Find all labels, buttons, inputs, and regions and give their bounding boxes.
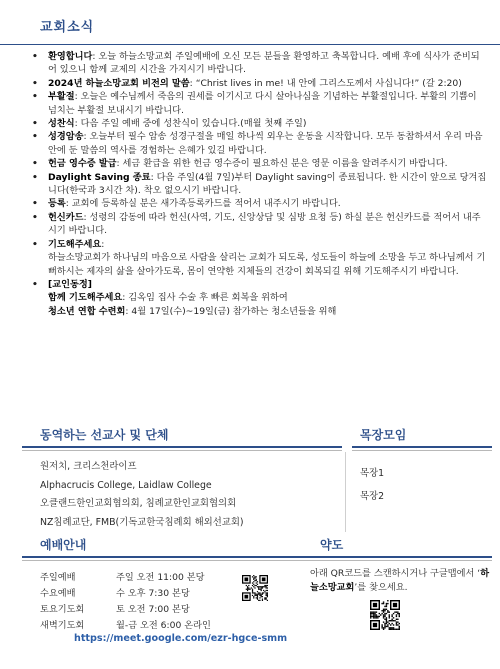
bullet-icon: • [32, 238, 38, 250]
mission-item: NZ침례교단, FMB(기독교한국침례회 해외선교회) [40, 516, 244, 528]
bullet-icon: • [32, 77, 38, 89]
announcement-lead: 성찬식 [48, 118, 75, 130]
announcement-item [22, 157, 488, 170]
member-news-lead: 청소년 연합 수련회 [48, 305, 126, 317]
announcement-lead: 2024년 하늘소망교회 비전의 말씀 [48, 77, 190, 89]
member-news-text: : 김옥임 집사 수술 후 빠른 회복을 위하여 [122, 292, 288, 304]
member-news-lead: 함께 기도해주세요 [48, 292, 123, 304]
worship-label: 토요기도회 [40, 604, 85, 615]
map-text-before: 아래 QR코드를 스캔하시거나 구글맵에서 ‘ [310, 568, 481, 579]
worship-title: 예배안내 [40, 538, 87, 552]
announcement-item [22, 90, 488, 117]
pastoral-subdivider [352, 450, 492, 451]
worship-time: 수 오후 7:30 본당 [116, 588, 190, 599]
announcement-item [22, 77, 488, 90]
mission-item: 원저치, 크리스천라이프 [40, 461, 137, 472]
announcement-item [22, 197, 488, 210]
worship-time: 토 오전 7:00 본당 [116, 604, 190, 615]
map-subdivider [312, 560, 492, 561]
map-instructions [310, 567, 495, 595]
worship-label: 새벽기도회 [40, 620, 85, 631]
bullet-icon: • [32, 278, 38, 290]
bullet-icon: • [32, 91, 38, 103]
bullet-icon: • [32, 51, 38, 62]
pastoral-title: 목장모임 [360, 428, 407, 442]
bullet-icon: • [32, 198, 38, 210]
announcement-item [22, 171, 488, 198]
worship-subdivider [22, 560, 318, 561]
worship-row [40, 600, 211, 616]
pastoral-item: 목장2 [360, 491, 385, 502]
announcement-text: : 성령의 감동에 따라 헌신(사역, 기도, 신앙상담 및 심방 요청 등) 하실 분은 헌신카드를 적어서 내주시기 바랍니다. [48, 211, 481, 237]
map-title: 약도 [320, 538, 344, 552]
announcement-lead: 성경암송 [48, 131, 84, 143]
bullet-icon: • [32, 158, 38, 170]
worship-qr-code-icon[interactable] [242, 575, 268, 601]
announcement-text: : 다음 주일 예배 중에 성찬식이 있습니다.(매월 첫째 주일) [74, 118, 307, 130]
worship-row [40, 568, 211, 584]
map-divider [312, 556, 492, 558]
announcement-text: : “Christ lives in me! 내 안에 그리스도께서 사십니다!” (갈 2:20) [189, 77, 462, 89]
mission-item: 오클랜드한인교회협의회, 침례교한인교회협의회 [40, 498, 237, 509]
announcement-text: : 오늘 하늘소망교회 주일예배에 오신 모든 분들을 환영하고 축복합니다. 예배 후에 식사가 준비되어 있으니 함께 교제의 시간을 가지시기 바랍니다. [48, 51, 480, 76]
announcement-text: : 세금 환급을 위한 헌금 영수증이 필요하신 분은 영문 이름을 알려주시기 바랍니다. [116, 158, 448, 170]
bullet-icon: • [32, 171, 38, 183]
announcement-lead: [교인동정] [48, 278, 92, 290]
announcement-text: : [101, 238, 105, 250]
mission-item: Alphacrucis College, Laidlaw College [40, 479, 212, 491]
announcement-lead: 등록 [48, 198, 66, 210]
bullet-icon: • [32, 211, 38, 223]
worship-time: 주일 오전 11:00 본당 [116, 572, 205, 583]
online-meeting-link[interactable]: https://meet.google.com/ezr-hgce-smm [74, 633, 288, 644]
map-qr-code-icon[interactable] [370, 600, 400, 630]
missions-subdivider [22, 450, 342, 451]
announcements-list [22, 50, 488, 318]
announcement-text: : 오늘부터 필수 암송 성경구절을 매일 하나씩 외우는 운동을 시작합니다. 모두 동참하셔서 우리 마음 안에 둔 말씀의 역사를 경험하는 은혜가 있길 바랍니다. [48, 131, 483, 156]
missions-divider [22, 446, 342, 448]
announcements-title: 교회소식 [40, 20, 95, 35]
map-church-name: 하늘소망교회 [310, 568, 490, 593]
announcement-item [22, 50, 488, 77]
announcement-text: : 교회에 등록하실 분은 새가족등록카드를 적어서 내주시기 바랍니다. [65, 198, 341, 210]
worship-time: 월-금 오전 6:00 온라인 [116, 620, 211, 631]
member-news-line [48, 305, 488, 318]
announcement-item [22, 117, 488, 130]
worship-row [40, 584, 211, 600]
announcement-item [22, 238, 488, 278]
member-news-text: : 4월 17일(수)~19일(금) 참가하는 청소년들을 위해 [125, 305, 337, 317]
missions-title: 동역하는 선교사 및 단체 [40, 428, 169, 442]
worship-divider [22, 556, 318, 558]
worship-label: 수요예배 [40, 588, 76, 599]
bullet-icon: • [32, 131, 38, 143]
announcement-item [22, 278, 488, 318]
bullet-icon: • [32, 118, 38, 130]
worship-schedule [40, 568, 211, 632]
announcement-item [22, 211, 488, 238]
announcement-lead: 환영합니다 [48, 51, 93, 62]
announcement-lead: 기도해주세요 [48, 238, 102, 250]
announcement-item [22, 130, 488, 157]
worship-row [40, 616, 211, 632]
announcement-lead: 헌금 영수증 발급 [48, 158, 117, 170]
announcement-lead: 헌신카드 [48, 211, 84, 223]
announcements-divider [0, 44, 500, 45]
announcement-lead: Daylight Saving 종료 [48, 171, 151, 183]
announcement-lead: 부활절 [48, 91, 75, 103]
announcement-text: : 오늘은 예수님께서 죽음의 권세를 이기시고 다시 살아나심을 기념하는 부활절입니다. 부활의 기쁨이 넘치는 부활절 보내시기 바랍니다. [48, 91, 477, 116]
member-news-line [48, 291, 488, 304]
pastoral-item: 목장1 [360, 468, 385, 479]
announcement-text: : 다음 주일(4월 7일)부터 Daylight saving이 종료됩니다. 한 시간이 앞으로 당겨집니다(한국과 3시간 차). 착오 없으시기 바랍니다. [48, 171, 487, 197]
prayer-request-text: 하늘소망교회가 하나님의 마음으로 사람을 살리는 교회가 되도록, 성도들이 하늘에 소망을 두고 하나님께서 기뻐하시는 제자의 삶을 살아가도록, 몸이 연약한 지체들의 건강이 회복되길 위해 기도해주시기 바랍니다. [48, 252, 486, 277]
map-text-after: ’를 찾으세요. [354, 582, 408, 593]
pastoral-list [360, 462, 384, 508]
worship-label: 주일예배 [40, 572, 76, 583]
missions-list [40, 458, 244, 532]
pastoral-divider [352, 446, 492, 448]
column-divider [345, 452, 346, 532]
